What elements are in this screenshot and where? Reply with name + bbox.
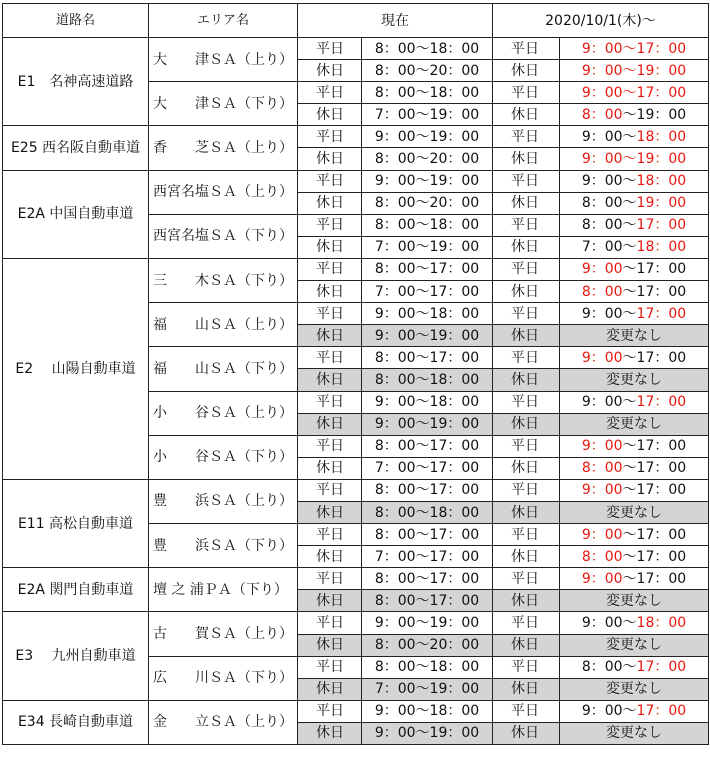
new-hours	[560, 60, 709, 82]
no-change-label: 変更なし	[560, 722, 709, 744]
current-day-type: 平日	[298, 303, 362, 325]
current-day-type: 平日	[298, 258, 362, 280]
unchanged-time: ～19：00	[622, 106, 687, 123]
current-hours: 8：00～17：00	[362, 590, 493, 612]
new-hours	[560, 104, 709, 126]
road-name: E2A 中国自動車道	[3, 170, 149, 258]
unchanged-time: 9：00～	[581, 128, 637, 145]
changed-time: 19：00	[636, 195, 687, 212]
table-row	[3, 568, 709, 590]
table-row	[3, 479, 709, 501]
new-day-type: 平日	[493, 568, 560, 590]
area-name: 西宮名塩ＳＡ（下り）	[149, 214, 298, 258]
table-row	[3, 38, 709, 60]
new-day-type: 平日	[493, 214, 560, 236]
new-hours	[560, 38, 709, 60]
new-day-type: 休日	[493, 148, 560, 170]
area-name: 大 津ＳＡ（上り）	[149, 38, 298, 82]
new-day-type: 休日	[493, 104, 560, 126]
current-day-type: 休日	[298, 104, 362, 126]
current-day-type: 平日	[298, 126, 362, 148]
road-name: E34 長崎自動車道	[3, 700, 149, 744]
current-hours: 8：00～17：00	[362, 435, 493, 457]
new-day-type: 休日	[493, 413, 560, 435]
current-day-type: 平日	[298, 568, 362, 590]
current-day-type: 休日	[298, 546, 362, 568]
unchanged-time: 7：00～	[581, 239, 637, 256]
current-hours: 9：00～19：00	[362, 325, 493, 347]
changed-time: 18：00	[636, 128, 687, 145]
unchanged-time: 9：00～	[581, 173, 637, 190]
current-day-type: 休日	[298, 501, 362, 523]
header-area: エリア名	[149, 4, 298, 38]
area-name: 壇 之 浦ＰＡ（下り）	[149, 568, 298, 612]
new-day-type: 休日	[493, 501, 560, 523]
table-row	[3, 170, 709, 192]
new-hours	[560, 479, 709, 501]
new-day-type: 休日	[493, 457, 560, 479]
current-day-type: 休日	[298, 192, 362, 214]
road-name: E11 高松自動車道	[3, 479, 149, 567]
new-day-type: 平日	[493, 612, 560, 634]
changed-time: 17：00	[636, 305, 687, 322]
unchanged-time: 9：00～	[581, 394, 637, 411]
current-day-type: 平日	[298, 435, 362, 457]
current-hours: 9：00～18：00	[362, 391, 493, 413]
current-hours: 8：00～17：00	[362, 524, 493, 546]
area-name: 豊 浜ＳＡ（上り）	[149, 479, 298, 523]
new-day-type: 休日	[493, 60, 560, 82]
changed-time: 9：00	[581, 482, 623, 499]
new-hours	[560, 258, 709, 280]
no-change-label: 変更なし	[560, 501, 709, 523]
current-day-type: 休日	[298, 722, 362, 744]
current-day-type: 休日	[298, 236, 362, 258]
area-name: 香 芝ＳＡ（上り）	[149, 126, 298, 170]
current-hours: 9：00～19：00	[362, 722, 493, 744]
new-hours	[560, 568, 709, 590]
road-name: E25 西名阪自動車道	[3, 126, 149, 170]
current-day-type: 休日	[298, 369, 362, 391]
current-hours: 7：00～19：00	[362, 236, 493, 258]
area-name: 広 川ＳＡ（下り）	[149, 656, 298, 700]
current-hours: 9：00～18：00	[362, 700, 493, 722]
current-hours: 8：00～18：00	[362, 369, 493, 391]
changed-time: 9：00	[581, 261, 623, 278]
changed-time: 8：00	[581, 106, 623, 123]
current-day-type: 休日	[298, 148, 362, 170]
new-day-type: 休日	[493, 722, 560, 744]
current-day-type: 平日	[298, 391, 362, 413]
table-row	[3, 126, 709, 148]
road-name: E3 九州自動車道	[3, 612, 149, 700]
new-day-type: 休日	[493, 678, 560, 700]
road-name: E2 山陽自動車道	[3, 258, 149, 479]
unchanged-time: 9：00～	[581, 305, 637, 322]
new-hours	[560, 457, 709, 479]
changed-time: 8：00	[581, 548, 623, 565]
new-hours	[560, 391, 709, 413]
current-hours: 8：00～18：00	[362, 38, 493, 60]
road-name: E1 名神高速道路	[3, 38, 149, 126]
current-hours: 7：00～19：00	[362, 104, 493, 126]
current-hours: 8：00～20：00	[362, 634, 493, 656]
current-hours: 7：00～17：00	[362, 457, 493, 479]
changed-time: 18：00	[636, 614, 687, 631]
road-name: E2A 関門自動車道	[3, 568, 149, 612]
new-hours	[560, 435, 709, 457]
current-hours: 8：00～20：00	[362, 148, 493, 170]
current-day-type: 休日	[298, 457, 362, 479]
new-day-type: 平日	[493, 258, 560, 280]
current-day-type: 休日	[298, 678, 362, 700]
header-road: 道路名	[3, 4, 149, 38]
area-name: 金 立ＳＡ（上り）	[149, 700, 298, 744]
area-name: 大 津ＳＡ（下り）	[149, 82, 298, 126]
area-name: 小 谷ＳＡ（上り）	[149, 391, 298, 435]
table-row	[3, 612, 709, 634]
new-day-type: 平日	[493, 656, 560, 678]
current-hours: 7：00～19：00	[362, 678, 493, 700]
current-day-type: 平日	[298, 38, 362, 60]
new-day-type: 休日	[493, 546, 560, 568]
new-hours	[560, 148, 709, 170]
current-hours: 7：00～17：00	[362, 281, 493, 303]
current-day-type: 休日	[298, 413, 362, 435]
changed-time: 17：00	[636, 217, 687, 234]
changed-time: 9：00	[581, 526, 623, 543]
new-day-type: 平日	[493, 38, 560, 60]
no-change-label: 変更なし	[560, 590, 709, 612]
current-hours: 9：00～19：00	[362, 612, 493, 634]
new-hours	[560, 700, 709, 722]
new-hours	[560, 236, 709, 258]
new-day-type: 休日	[493, 281, 560, 303]
current-hours: 8：00～18：00	[362, 82, 493, 104]
table-row	[3, 258, 709, 280]
new-hours	[560, 82, 709, 104]
new-day-type: 平日	[493, 126, 560, 148]
current-hours: 9：00～18：00	[362, 303, 493, 325]
current-hours: 8：00～18：00	[362, 214, 493, 236]
changed-time: 9：00	[581, 349, 623, 366]
unchanged-time: 8：00～	[581, 217, 637, 234]
unchanged-time: ～17：00	[622, 438, 687, 455]
no-change-label: 変更なし	[560, 325, 709, 347]
changed-time: 17：00	[636, 394, 687, 411]
current-hours: 9：00～19：00	[362, 413, 493, 435]
new-day-type: 平日	[493, 524, 560, 546]
changed-time: 8：00	[581, 283, 623, 300]
unchanged-time: ～17：00	[622, 482, 687, 499]
current-day-type: 平日	[298, 347, 362, 369]
unchanged-time: 9：00～	[581, 703, 637, 720]
current-day-type: 平日	[298, 479, 362, 501]
unchanged-time: ～17：00	[622, 349, 687, 366]
new-hours	[560, 303, 709, 325]
new-hours	[560, 656, 709, 678]
new-day-type: 平日	[493, 700, 560, 722]
no-change-label: 変更なし	[560, 678, 709, 700]
area-name: 福 山ＳＡ（上り）	[149, 303, 298, 347]
area-name: 西宮名塩ＳＡ（上り）	[149, 170, 298, 214]
hours-change-table	[2, 3, 709, 745]
new-hours	[560, 612, 709, 634]
new-day-type: 平日	[493, 303, 560, 325]
new-day-type: 平日	[493, 391, 560, 413]
changed-time: 18：00	[636, 239, 687, 256]
new-hours	[560, 214, 709, 236]
unchanged-time: ～17：00	[622, 283, 687, 300]
current-hours: 8：00～18：00	[362, 656, 493, 678]
new-day-type: 休日	[493, 634, 560, 656]
current-hours: 8：00～20：00	[362, 60, 493, 82]
new-hours	[560, 546, 709, 568]
new-day-type: 休日	[493, 590, 560, 612]
current-day-type: 休日	[298, 325, 362, 347]
changed-time: 9：00～17：00	[581, 40, 687, 57]
unchanged-time: 8：00～	[581, 195, 637, 212]
current-day-type: 休日	[298, 281, 362, 303]
unchanged-time: ～17：00	[622, 570, 687, 587]
new-hours	[560, 192, 709, 214]
changed-time: 8：00	[581, 460, 623, 477]
changed-time: 17：00	[636, 659, 687, 676]
current-hours: 9：00～19：00	[362, 170, 493, 192]
current-hours: 9：00～19：00	[362, 126, 493, 148]
current-day-type: 平日	[298, 524, 362, 546]
table-body	[3, 38, 709, 745]
current-day-type: 平日	[298, 214, 362, 236]
unchanged-time: 8：00～	[581, 659, 637, 676]
new-hours	[560, 524, 709, 546]
current-hours: 8：00～17：00	[362, 479, 493, 501]
current-hours: 8：00～20：00	[362, 192, 493, 214]
table-row	[3, 700, 709, 722]
unchanged-time: ～17：00	[622, 548, 687, 565]
current-day-type: 平日	[298, 700, 362, 722]
no-change-label: 変更なし	[560, 369, 709, 391]
no-change-label: 変更なし	[560, 413, 709, 435]
changed-time: 9：00～19：00	[581, 151, 687, 168]
changed-time: 9：00	[581, 570, 623, 587]
new-hours	[560, 347, 709, 369]
area-name: 三 木ＳＡ（下り）	[149, 258, 298, 302]
new-day-type: 平日	[493, 170, 560, 192]
area-name: 福 山ＳＡ（下り）	[149, 347, 298, 391]
new-hours	[560, 126, 709, 148]
current-hours: 8：00～17：00	[362, 568, 493, 590]
current-day-type: 休日	[298, 60, 362, 82]
current-hours: 8：00～17：00	[362, 347, 493, 369]
current-day-type: 平日	[298, 656, 362, 678]
changed-time: 18：00	[636, 173, 687, 190]
current-hours: 7：00～17：00	[362, 546, 493, 568]
new-day-type: 平日	[493, 82, 560, 104]
new-hours	[560, 170, 709, 192]
changed-time: 9：00～19：00	[581, 62, 687, 79]
unchanged-time: ～17：00	[622, 460, 687, 477]
new-day-type: 平日	[493, 435, 560, 457]
header-row	[3, 4, 709, 38]
current-day-type: 休日	[298, 634, 362, 656]
area-name: 豊 浜ＳＡ（下り）	[149, 524, 298, 568]
changed-time: 9：00～17：00	[581, 84, 687, 101]
header-new-from: 2020/10/1(木)～	[493, 4, 709, 38]
unchanged-time: ～17：00	[622, 261, 687, 278]
changed-time: 17：00	[636, 703, 687, 720]
changed-time: 9：00	[581, 438, 623, 455]
new-day-type: 休日	[493, 369, 560, 391]
current-day-type: 平日	[298, 170, 362, 192]
new-day-type: 休日	[493, 325, 560, 347]
current-hours: 8：00～17：00	[362, 258, 493, 280]
unchanged-time: ～17：00	[622, 526, 687, 543]
new-day-type: 休日	[493, 192, 560, 214]
unchanged-time: 9：00～	[581, 614, 637, 631]
current-day-type: 休日	[298, 590, 362, 612]
new-day-type: 平日	[493, 347, 560, 369]
new-day-type: 休日	[493, 236, 560, 258]
new-day-type: 平日	[493, 479, 560, 501]
no-change-label: 変更なし	[560, 634, 709, 656]
new-hours	[560, 281, 709, 303]
area-name: 小 谷ＳＡ（下り）	[149, 435, 298, 479]
header-current: 現在	[298, 4, 493, 38]
current-day-type: 平日	[298, 612, 362, 634]
current-hours: 8：00～18：00	[362, 501, 493, 523]
current-day-type: 平日	[298, 82, 362, 104]
area-name: 古 賀ＳＡ（上り）	[149, 612, 298, 656]
